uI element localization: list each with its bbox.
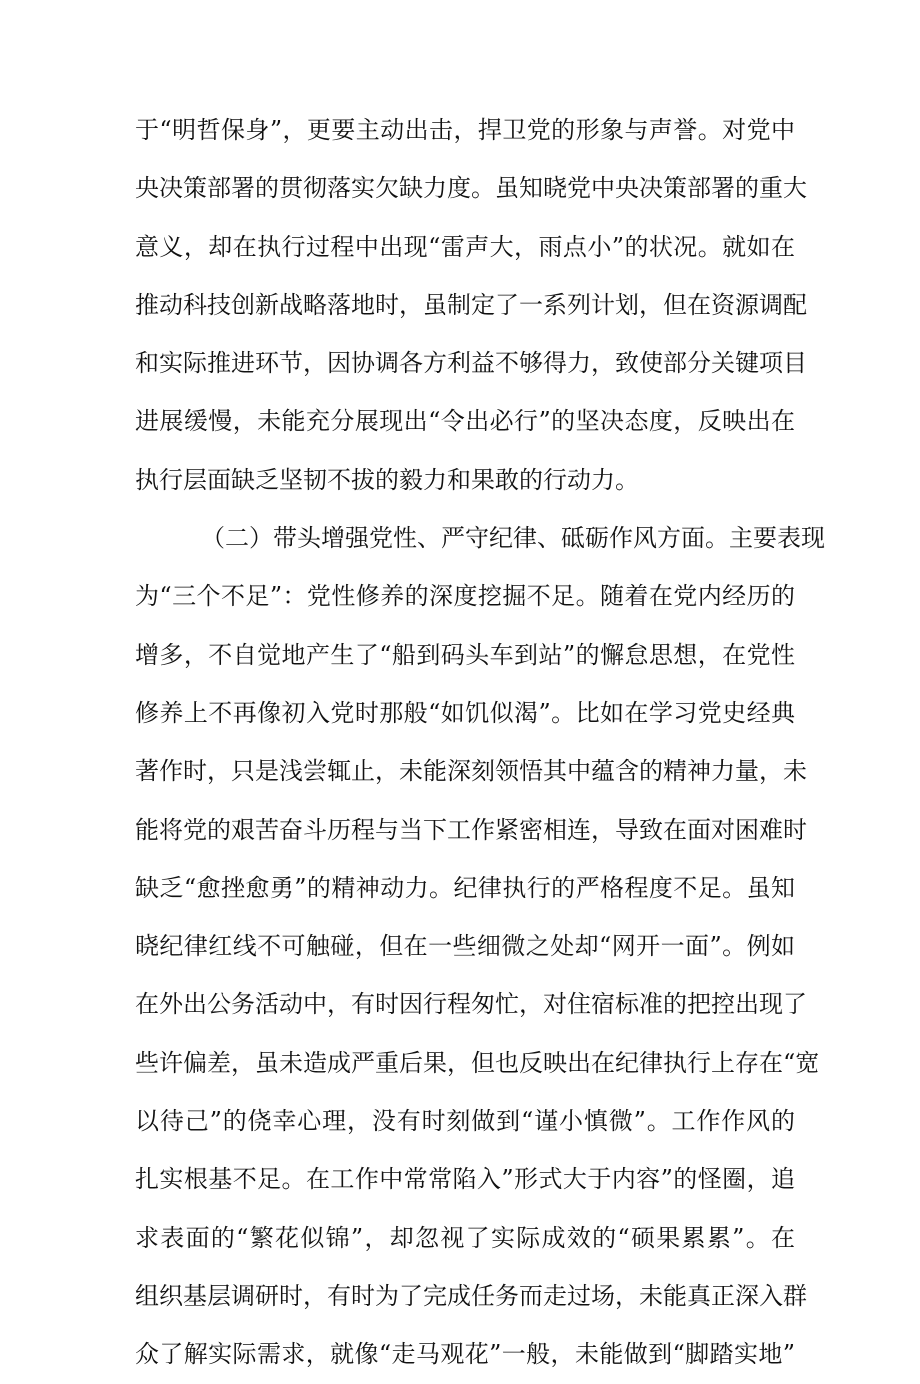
text-line: 执行层面缺乏坚韧不拔的毅力和果敢的行动力。 [135,465,639,494]
text-line: 推动科技创新战略落地时，虽制定了一系列计划，但在资源调配 [135,290,807,319]
text-line: 和实际推进环节，因协调各方利益不够得力，致使部分关键项目 [135,349,807,378]
text-line: 央决策部署的贯彻落实欠缺力度。虽知晓党中央决策部署的重大 [135,174,807,203]
text-line: 求表面的“繁花似锦”，却忽视了实际成效的“硕果累累”。在 [135,1223,795,1252]
text-line: 为“三个不足”：党性修养的深度挖掘不足。随着在党内经历的 [135,582,795,611]
text-line: 些许偏差，虽未造成严重后果，但也反映出在纪律执行上存在“宽 [135,1048,820,1077]
text-line: 修养上不再像初入党时那般“如饥似渴”。比如在学习党史经典 [135,698,795,727]
text-line: 进展缓慢，未能充分展现出“令出必行”的坚决态度，反映出在 [135,407,795,436]
body-text [135,101,825,1384]
text-line: 著作时，只是浅尝辄止，未能深刻领悟其中蕴含的精神力量，未 [135,757,807,786]
text-line: 组织基层调研时，有时为了完成任务而走过场，未能真正深入群 [135,1281,807,1310]
text-line: 在外出公务活动中，有时因行程匆忙，对住宿标准的把控出现了 [135,990,807,1019]
text-line: 众了解实际需求，就像“走马观花”一般，未能做到“脚踏实地” [135,1340,795,1369]
text-line: 于“明哲保身”，更要主动出击，捍卫党的形象与声誉。对党中 [135,116,795,144]
text-line: 意义，却在执行过程中出现“雷声大，雨点小”的状况。就如在 [135,232,795,261]
text-line: 能将党的艰苦奋斗历程与当下工作紧密相连，导致在面对困难时 [135,815,807,844]
section-heading-line: （二）带头增强党性、严守纪律、砥砺作风方面。主要表现 [201,524,825,553]
text-line: 增多，不自觉地产生了“船到码头车到站”的懈怠思想，在党性 [135,640,795,669]
text-line: 扎实根基不足。在工作中常常陷入”形式大于内容”的怪圈，追 [135,1165,795,1194]
text-line: 晓纪律红线不可触碰，但在一些细微之处却“网开一面”。例如 [135,932,795,961]
text-line: 缺乏“愈挫愈勇”的精神动力。纪律执行的严格程度不足。虽知 [135,873,795,902]
text-line: 以待己”的侥幸心理，没有时刻做到“谨小慎微”。工作作风的 [135,1107,795,1136]
